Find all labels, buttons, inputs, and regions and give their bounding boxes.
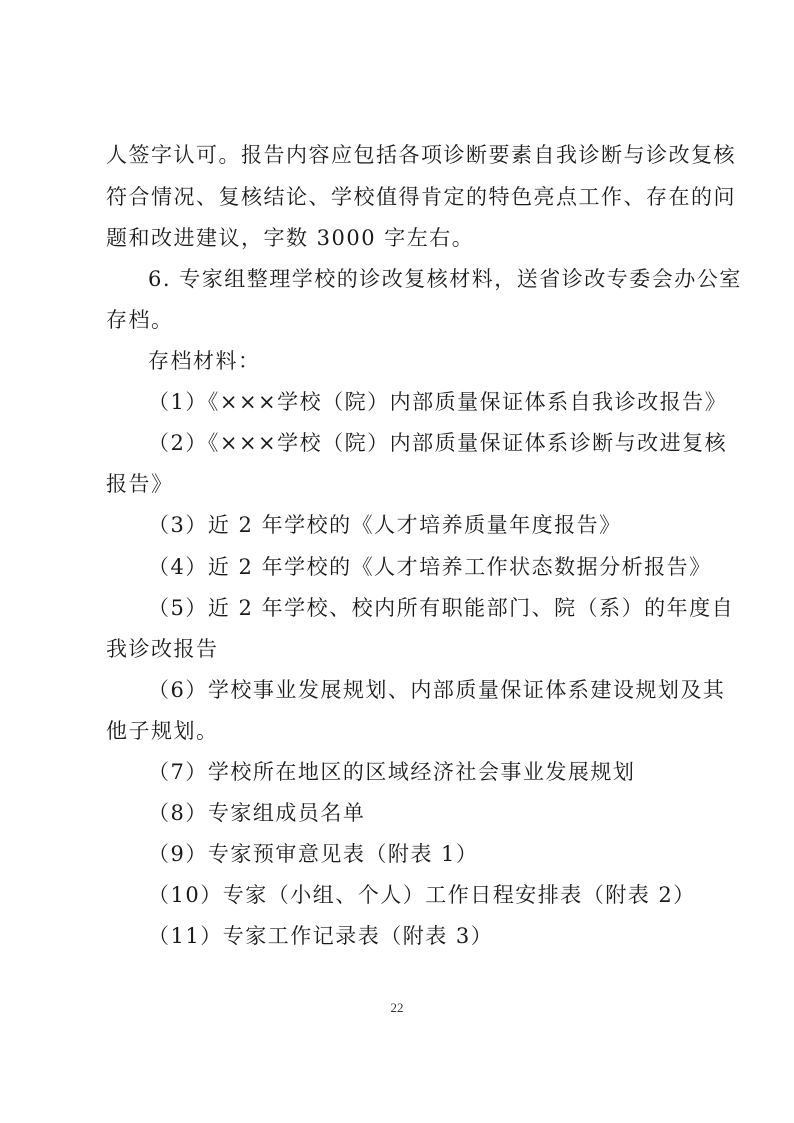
paragraph-line: 题和改进建议，字数 3000 字左右。 <box>106 226 475 250</box>
list-item: （8）专家组成员名单 <box>148 801 366 825</box>
list-item: （2）《×××学校（院）内部质量保证体系诊断与改进复核 <box>148 431 728 455</box>
list-item: （7）学校所在地区的区域经济社会事业发展规划 <box>148 760 636 784</box>
section-heading: 存档材料： <box>148 349 261 373</box>
list-item: （4）近 2 年学校的《人才培养工作状态数据分析报告》 <box>148 555 712 579</box>
list-item-continuation: 我诊改报告 <box>106 637 219 661</box>
list-item: （5）近 2 年学校、校内所有职能部门、院（系）的年度自 <box>148 596 735 620</box>
page-number: 22 <box>390 1000 404 1015</box>
list-item: （9）专家预审意见表（附表 1） <box>148 842 479 866</box>
list-item: （11）专家工作记录表（附表 3） <box>148 924 494 948</box>
paragraph-line: 符合情况、复核结论、学校值得肯定的特色亮点工作、存在的问 <box>106 185 736 209</box>
list-item: （3）近 2 年学校的《人才培养质量年度报告》 <box>148 513 622 537</box>
list-item-continuation: 他子规划。 <box>106 719 219 743</box>
paragraph-line: 人签字认可。报告内容应包括各项诊断要素自我诊断与诊改复核 <box>106 143 736 167</box>
list-item: （10）专家（小组、个人）工作日程安排表（附表 2） <box>148 883 696 907</box>
list-item: （6）学校事业发展规划、内部质量保证体系建设规划及其 <box>148 678 726 702</box>
paragraph-line: 存档。 <box>106 308 174 332</box>
paragraph-line: 6. 专家组整理学校的诊改复核材料，送省诊改专委会办公室 <box>148 267 742 291</box>
list-item: （1）《×××学校（院）内部质量保证体系自我诊改报告》 <box>148 390 728 414</box>
list-item-continuation: 报告》 <box>106 472 174 496</box>
